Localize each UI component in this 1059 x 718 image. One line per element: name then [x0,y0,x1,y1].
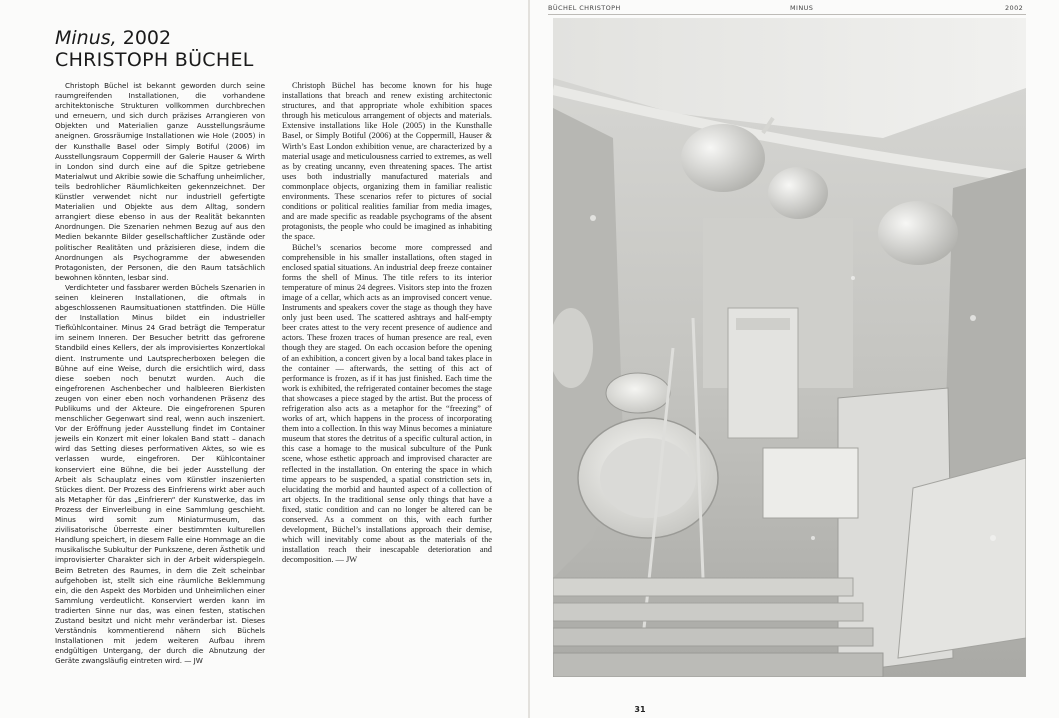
english-paragraph-1: Christoph Büchel has become known for his huge installations that breach and renew existing architectonic structures, and that appropriate whole exhibition spaces through his meticulous arrangement of objects and materials. Extensive installations like Hole (2005) in the Kunsthalle Basel, or Simply Botiful (2006) at the Coppermill, Hauser & Wirth’s East London exhibition venue, are characterized by a material usage and meticulousness carried to extremes, as well as by creating uncanny, even threatening spaces. The artist uses both industrially manufactured materials and commonplace objects, organizing them in familiar realistic environments. These scenarios refer to pictures of social conditions or political realities familiar from media images, and are made specific as readable psychograms of the absent protagonists, the people who could be imagined as inhabiting the space. [282,81,492,242]
frost-speck [851,276,855,280]
frost-speck [811,536,815,540]
spotlight-3 [878,201,958,265]
artist-name: CHRISTOPH BÜCHEL [55,49,254,71]
german-text-column [55,81,265,666]
frost-speck [590,215,596,221]
page-number: 31 [634,705,646,714]
frozen-sofa [898,458,1026,658]
frost-speck [990,535,996,541]
right-wall [943,168,1026,498]
german-paragraph-1: Christoph Büchel ist bekannt geworden durch seine raumgreifenden Installationen, die vorhandene architektonische Strukturen vollkommen durchbrechen und erneuern, und sich durch präzises Arrangieren von Objekten und Materialien ganze Ausstellungsräume aneignen. Grossräumige Installationen wie Hole (2005) in der Kunsthalle Basel oder Simply Botiful (2006) im Ausstellungsraum Coppermill der Galerie Hauser & Wirth in London sind durch eine auf die Spitze getriebene Materialwut und Akribie sowie die Schaffung unheimlicher, teils bedrohlicher Räumlichkeiten gekennzeichnet. Der Künstler verwendet nicht nur industriell gefertigte Materialien und Objekte aus dem Alltag, sondern arrangiert diese ebenso in aus der Realität bekannten Anordnungen. Die Szenarien nehmen Bezug auf aus den Medien bekannte Bilder gesellschaftlicher Zustände oder politischer Realitäten und präzisieren diese, indem die Anordnungen als Psychogramme der abwesenden Protagonisten, der Personen, die den Raum tatsächlich bewohnen könnten, lesbar sind. [55,81,265,282]
amp-head [736,318,790,330]
article-title [55,27,254,71]
english-text-column [282,81,492,566]
german-paragraph-2: Verdichteter und fassbarer werden Büchels Szenarien in seinen kleineren Installationen, die oftmals in abgeschlossenen Raumsituationen stattfinden. Die Hülle der Installation Minus bildet ein industrieller Tiefkühlcontainer. Minus 24 Grad beträgt die Temperatur im seinem Inneren. Der Besucher betritt das gefrorene Standbild eines Kellers, der als improvisiertes Konzertlokal dient. Instrumente und Lautsprecherboxen belegen die Bühne auf eine Weise, durch die ersichtlich wird, dass diese soeben noch benutzt wurden. Auch die eingefrorenen Aschenbecher und halbleeren Bierkisten zeugen von einer eben noch vorhandenen Präsenz des Publikums und der Akteure. Die eingefrorenen Spuren menschlicher Gegenwart sind real, wenn auch inszeniert. Vor der Eröffnung jeder Ausstellung findet im Container jeweils ein Konzert mit einer lokalen Band statt – danach wird das Setting dieses performativen Aktes, so wie es verlassen wurde, eingefroren. Der Kühlcontainer konserviert eine Bühne, die bei jeder Ausstellung der Arbeit als Schauplatz eines vom Künstler inszenierten Stückes dient. Der Prozess des Einfrierens wirkt aber auch als Metapher für das „Einfrieren“ der Kunstwerke, das im Prozess der Einverleibung in eine Sammlung geschieht. Minus wird somit zum Miniaturmuseum, das zivilisatorische Überreste einer bestimmten kulturellen Handlung speichert, in diesem Falle eine Hommage an die musikalische Subkultur der Punkszene, deren Ästhetik und improvisierter Charakter sich in der Arbeit widerspiegeln. Beim Betreten des Raumes, in dem die Zeit scheinbar aufgehoben ist, stellt sich eine räumliche Beklemmung ein, die den Aspekt des Morbiden und Unheimlichen einer Sammlung verdeutlicht. Konserviert werden kann im tradierten Sinne nur das, was einen festen, statischen Zustand besitzt und nicht mehr veränderbar ist. Dieses Verständnis kommentierend nähern sich Büchels Installationen mit jedem weiteren Aufbau ihrem endgültigen Untergang, der durch die Abnutzung der Geräte zwangsläufig eintreten wird. — JW [55,282,265,666]
spotlight-2 [768,167,828,219]
running-head-rule [548,14,1026,15]
tom-drum [606,373,670,413]
pallet-4 [553,653,883,677]
installation-photo [553,18,1026,677]
work-year: 2002 [122,27,172,49]
running-head-title: MINUS [790,4,814,12]
book-gutter [528,0,530,718]
pallet-1 [553,578,853,596]
wooden-pallets [553,578,883,677]
running-head-year: 2002 [1005,4,1024,12]
frozen-cellar-illustration [553,18,1026,677]
work-title [55,27,254,49]
pallet-3 [553,628,873,646]
pallet-2 [553,603,863,621]
work-title-italic: Minus, [55,27,117,49]
running-head-artist: BÜCHEL CHRISTOPH [548,4,621,12]
small-amplifier [763,448,858,518]
english-paragraph-2: Büchel’s scenarios become more compressed and comprehensible in his smaller installations, often staged in enclosed spatial situations. An industrial deep freeze container forms the shell of Minus. The title refers to its interior temperature of minus 24 degrees. Visitors step into the frozen image of a cellar, which acts as an improvised concert venue. Instruments and speakers cover the stage as though they have only just been used. The scattered ashtrays and half-empty beer crates attest to the very recent presence of audience and actors. These frozen traces of human presence are real, even though they are staged. On each occasion before the opening of an exhibition, a concert given by a local band takes place in the container — afterwards, the setting of this act of performance is frozen, as if it has just finished. Each time the work is exhibited, the refrigerated container becomes the stage that showcases a piece staged by the artist. But the process of refrigeration also acts as a metaphor for the “freezing” of works of art, which happens in the process of incorporating them into a collection. In this way Minus becomes a miniature museum that stores the detritus of a specific cultural action, in this case a homage to the musical subculture of the Punk scene, whose esthetic approach and improvised character are reflected in the installation. On entering the space in which time appears to be suspended, a spatial constriction sets in, elucidating the morbid and haunted aspect of a collection of art objects. In the traditional sense only things that have a fixed, static condition and can no longer be altered can be conserved. As a comment on this, with each further development, Büchel’s installations approach their demise, which will inevitably come about as the materials of the installation reach their inescapable deterioration and decomposition. — JW [282,242,492,565]
bass-drum-skin [600,438,696,518]
spotlight-1 [681,124,765,192]
frost-speck [970,315,976,321]
